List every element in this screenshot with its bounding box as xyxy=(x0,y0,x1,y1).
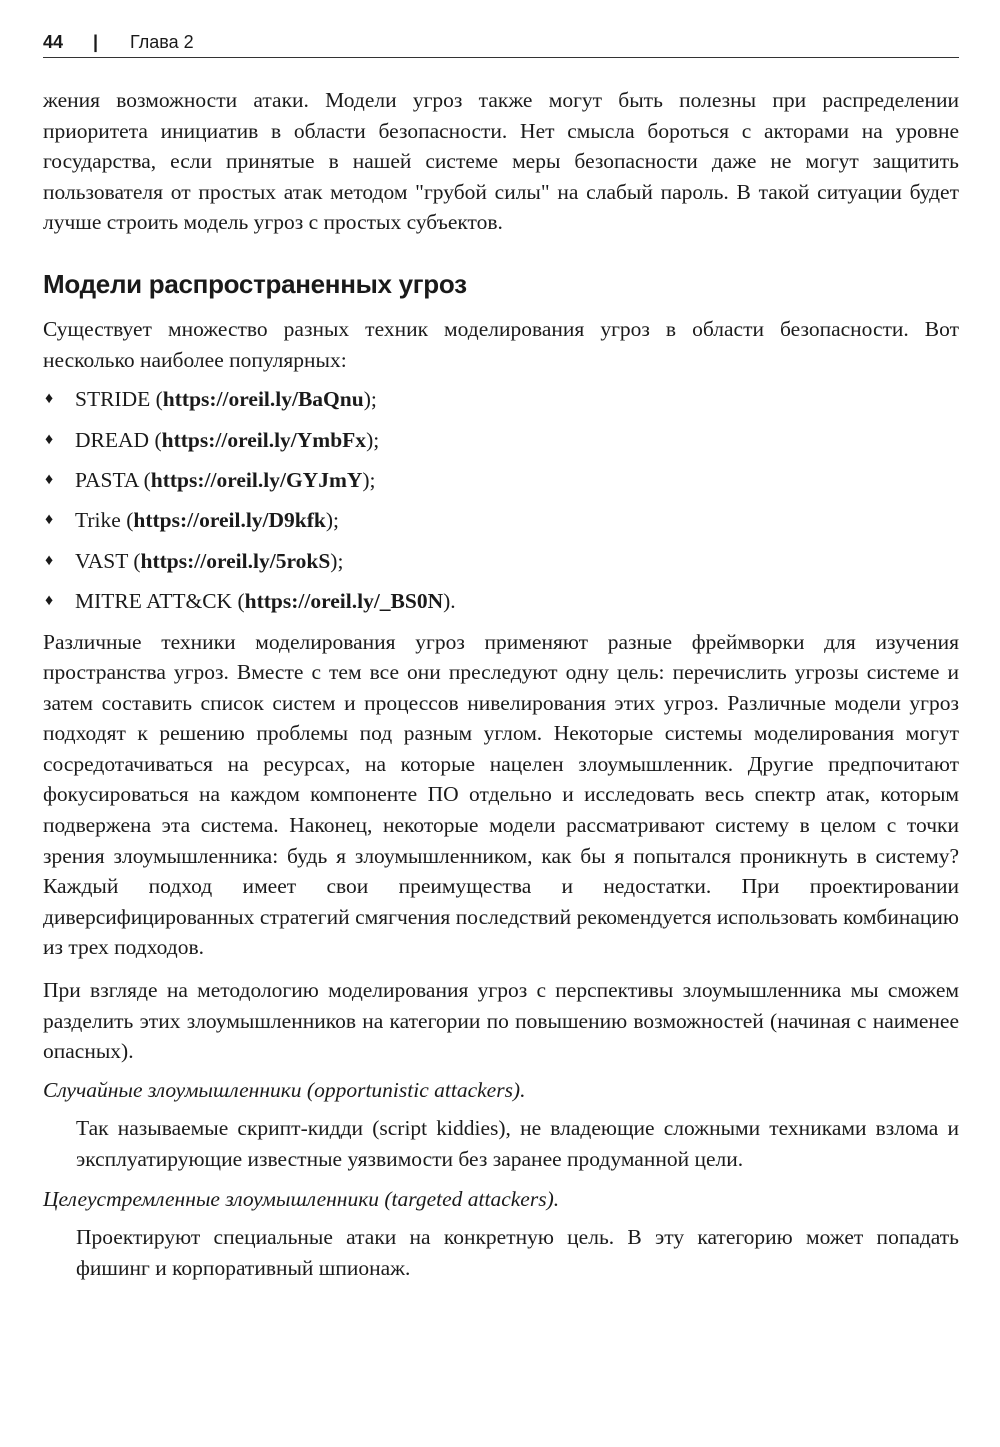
paren-open: ( xyxy=(149,427,162,452)
method-link[interactable]: https://oreil.ly/5rokS xyxy=(140,548,331,573)
paren-close: ); xyxy=(362,467,376,492)
list-item xyxy=(43,581,959,621)
running-header xyxy=(43,30,959,58)
paren-close: ); xyxy=(330,548,344,573)
list-item xyxy=(43,500,959,540)
paren-close: ). xyxy=(443,589,456,614)
method-link[interactable]: https://oreil.ly/YmbFx xyxy=(161,427,367,452)
method-link[interactable]: https://oreil.ly/BaQnu xyxy=(162,387,364,412)
attacker-description: Проектируют специальные атаки на конкретную цель. В эту категорию может попадать фишинг и корпоративный шпионаж. xyxy=(76,1225,959,1280)
attacker-description: Так называемые скрипт-кидди (script kiddies), не владеющие сложными техниками взлома и эксплуатирующие известные уязвимости без заранее продуманной цели. xyxy=(76,1116,959,1171)
black-diamond-icon: ♦ xyxy=(45,592,54,610)
black-diamond-icon: ♦ xyxy=(45,551,54,569)
method-link[interactable]: https://oreil.ly/D9kfk xyxy=(133,508,326,533)
black-diamond-icon: ♦ xyxy=(45,511,54,529)
attacker-term: Случайные злоумышленники (opportunistic attackers). xyxy=(43,1077,526,1102)
section-heading: Модели распространенных угроз xyxy=(43,268,467,299)
list-item xyxy=(43,541,959,581)
list-item xyxy=(43,379,959,419)
paren-close: ); xyxy=(363,387,377,412)
black-diamond-icon: ♦ xyxy=(45,390,54,408)
method-link[interactable]: https://oreil.ly/_BS0N xyxy=(244,589,444,614)
method-name: DREAD xyxy=(75,427,150,452)
method-link[interactable]: https://oreil.ly/GYJmY xyxy=(150,467,363,492)
method-name: STRIDE xyxy=(75,387,151,412)
page-body xyxy=(43,85,959,1292)
paren-open: ( xyxy=(138,467,151,492)
method-name: MITRE ATT&CK xyxy=(75,589,233,614)
paren-open: ( xyxy=(120,508,134,533)
methods-list xyxy=(43,379,959,621)
black-diamond-icon: ♦ xyxy=(45,470,54,488)
paren-open: ( xyxy=(150,387,163,412)
attacker-term: Целеустремленные злоумышленники (targeted attackers). xyxy=(43,1186,560,1211)
list-item xyxy=(43,460,959,500)
paren-open: ( xyxy=(127,548,141,573)
header-rule xyxy=(43,57,959,58)
paren-open: ( xyxy=(232,589,245,614)
paren-close: ); xyxy=(366,427,380,452)
page-number: 44 xyxy=(43,32,64,52)
method-name: Trike xyxy=(75,508,121,533)
section-intro-paragraph: Существует множество разных техник моделирования угроз в области безопасности. Вот несколько наиболее популярных: xyxy=(43,316,959,372)
intro-paragraph: жения возможности атаки. Модели угроз также могут быть полезны при распределении приоритета инициатив в области безопасности. Нет смысла бороться с акторами на уровне государства, если принятые в нашей системе меры безопасности даже не могут защитить пользователя от простых атак методом "грубой силы" на слабый пароль. В такой ситуации будет лучше строить модель угроз с простых субъектов. xyxy=(43,88,959,235)
list-item xyxy=(43,420,959,460)
method-name: PASTA xyxy=(75,467,139,492)
method-name: VAST xyxy=(75,548,128,573)
frameworks-paragraph: Различные техники моделирования угроз применяют разные фреймворки для изучения пространства угроз. Вместе с тем все они преследуют одну цель: перечислить угрозы системе и затем составить список систем и процессов нивелирования этих угроз. Различные модели угроз подходят к решению проблемы под разным углом. Некоторые системы моделирования могут сосредотачиваться на ресурсах, на которые нацелен злоумышленник. Другие предпочитают фокусироваться на каждом компоненте ПО отдельно и исследовать весь спектр атак, которым подвержена эта система. Наконец, некоторые модели рассматривают систему в целом с точки зрения злоумышленника: будь я злоумышленником, как бы я попытался проникнуть в систему? Каждый подход имеет свои преимущества и недостатки. При проектировании диверсифицированных стратегий смягчения последствий рекомендуется использовать комбинацию из трех подходов. xyxy=(43,629,959,960)
black-diamond-icon: ♦ xyxy=(45,430,54,448)
perspective-paragraph: При взгляде на методологию моделирования угроз с перспективы злоумышленника мы сможем разделить этих злоумышленников на категории по повышению возможностей (начиная с наименее опасных). xyxy=(43,978,959,1064)
header-separator: | xyxy=(93,32,99,52)
paren-close: ); xyxy=(325,508,340,533)
chapter-title: Глава 2 xyxy=(130,32,194,52)
